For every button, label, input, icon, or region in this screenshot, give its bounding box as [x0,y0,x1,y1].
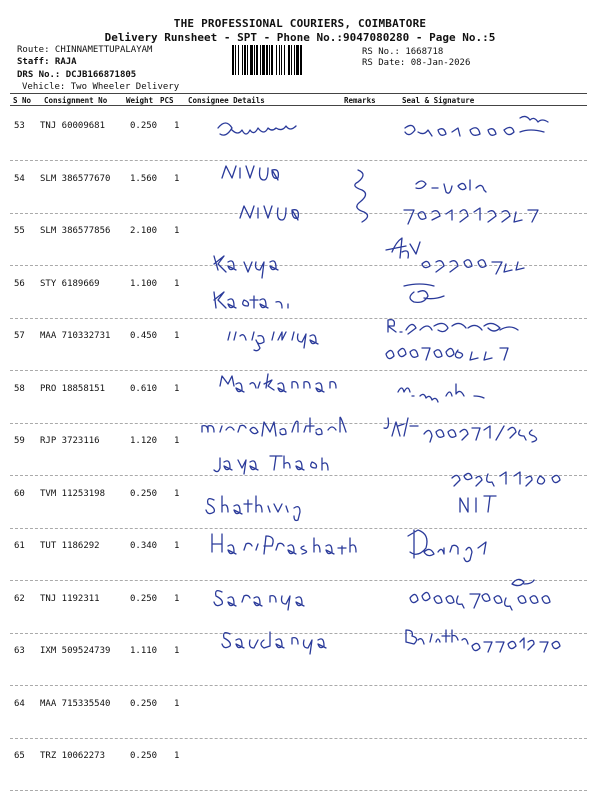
pieces-count: 1 [174,331,180,341]
consignment-number: MAA 715335540 [40,698,111,709]
serial-number: 65 [14,751,25,761]
barcode [232,45,358,75]
consignment-number: MAA 710332731 [40,331,111,341]
rs-number: RS No.: 1668718 [362,47,444,57]
weight-value: 1.120 [130,436,158,446]
pieces-count: 1 [174,121,180,131]
table-row [10,266,587,319]
weight-value: 1.110 [130,646,158,656]
route-label: Route: CHINNAMETTUPALAYAM [17,45,153,55]
col-remarks-header: Remarks [344,96,376,105]
pieces-count: 1 [174,226,180,236]
pieces-count: 1 [174,646,180,656]
weight-value: 1.560 [130,173,158,184]
table-row [10,318,587,371]
header-divider [10,93,587,94]
serial-number: 54 [14,173,25,184]
weight-value: 2.100 [130,226,158,236]
col-weight-header: Weight [126,96,154,105]
col-details-header: Consignee Details [188,96,265,105]
weight-value: 0.250 [130,593,158,604]
staff-label: Staff: RAJA [17,57,77,67]
table-row [10,423,587,476]
serial-number: 58 [14,383,25,394]
pieces-count: 1 [174,278,180,289]
consignment-number: PRO 18858151 [40,383,106,394]
consignment-number: STY 6189669 [40,278,100,289]
runsheet-title: THE PROFESSIONAL COURIERS, COIMBATORE [173,17,427,30]
pieces-count: 1 [174,593,180,604]
serial-number: 59 [14,436,25,446]
weight-value: 0.250 [130,488,158,499]
consignment-number: TUT 1186292 [40,541,100,551]
table-row [10,213,587,266]
serial-number: 60 [14,488,25,499]
vehicle-label: Vehicle: Two Wheeler Delivery [22,82,180,92]
consignment-number: IXM 509524739 [40,646,111,656]
table-row [10,371,587,424]
rs-date: RS Date: 08-Jan-2026 [362,58,471,68]
serial-number: 62 [14,593,25,604]
pieces-count: 1 [174,751,180,761]
pieces-count: 1 [174,541,180,551]
serial-number: 61 [14,541,25,551]
weight-value: 0.610 [130,383,158,394]
header-bottom-divider [10,105,587,106]
consignment-number: TNJ 60009681 [40,121,106,131]
weight-value: 0.250 [130,751,158,761]
weight-value: 0.250 [130,698,158,709]
consignment-number: SLM 386577670 [40,173,111,184]
table-row [10,581,587,634]
pieces-count: 1 [174,698,180,709]
col-consignment-header: Consignment No [44,96,108,105]
serial-number: 53 [14,121,25,131]
consignment-number: SLM 386577856 [40,226,111,236]
pieces-count: 1 [174,173,180,184]
table-row [10,686,587,739]
weight-value: 0.250 [130,121,158,131]
col-seal-header: Seal & Signature [402,96,475,105]
pieces-count: 1 [174,436,180,446]
table-row [10,738,587,791]
serial-number: 57 [14,331,25,341]
barcode-bar [302,45,303,75]
consignment-number: RJP 3723116 [40,436,100,446]
col-sno-header: S No [13,96,32,105]
serial-number: 64 [14,698,25,709]
serial-number: 56 [14,278,25,289]
pieces-count: 1 [174,383,180,394]
table-row [10,476,587,529]
table-row [10,633,587,686]
weight-value: 1.100 [130,278,158,289]
consignment-number: TRZ 10062273 [40,751,106,761]
table-row [10,528,587,581]
pieces-count: 1 [174,488,180,499]
table-row [10,108,587,161]
weight-value: 0.450 [130,331,158,341]
drs-number: DRS No.: DCJB166871805 [17,70,137,80]
weight-value: 0.340 [130,541,158,551]
row-divider [10,790,587,791]
consignment-number: TVM 11253198 [40,488,106,499]
serial-number: 55 [14,226,25,236]
serial-number: 63 [14,646,25,656]
runsheet-subtitle: Delivery Runsheet - SPT - Phone No.:9047080280 - Page No.:5 [104,31,496,44]
consignment-number: TNJ 1192311 [40,593,100,604]
table-row [10,161,587,214]
col-pcs-header: PCS [160,96,174,105]
